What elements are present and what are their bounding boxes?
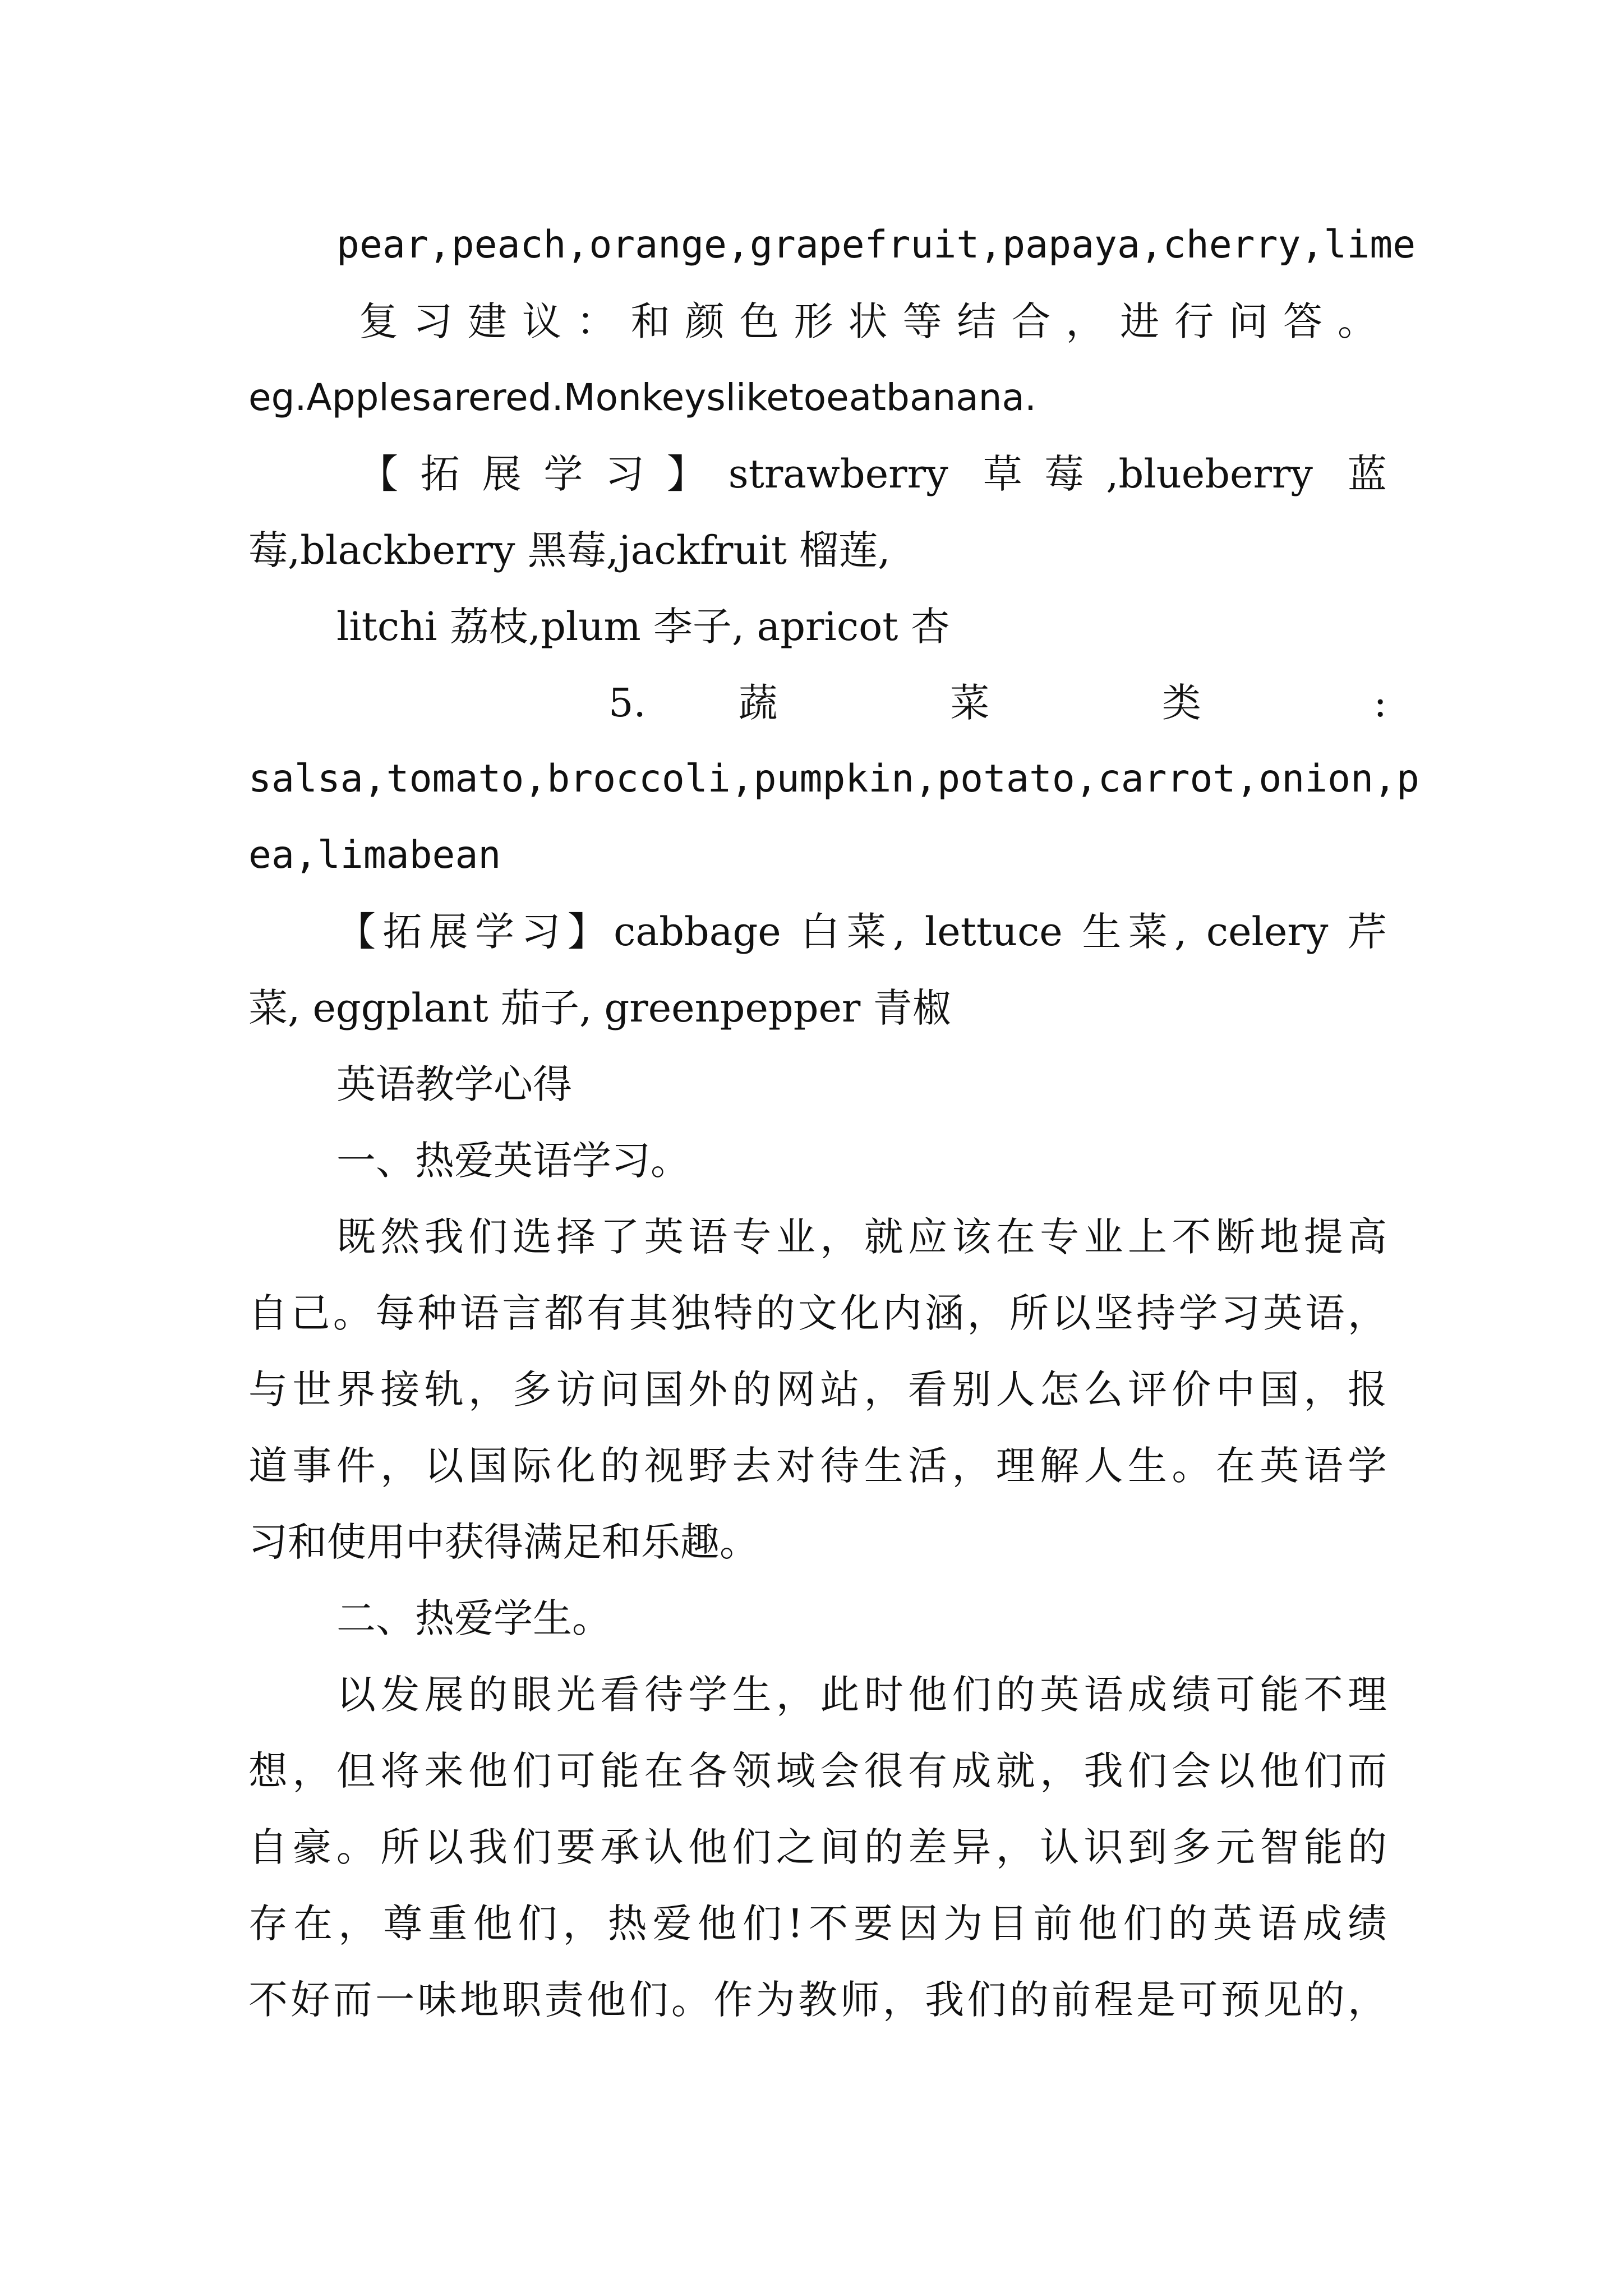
paragraph-2-line-2: 想，但将来他们可能在各领域会很有成就，我们会以他们而 <box>248 1748 1387 1794</box>
extended-learning-fruit-line-1: 【拓展学习】strawberry 草莓,blueberry 蓝 <box>359 451 1387 497</box>
section-title: 英语教学心得 <box>336 1061 572 1107</box>
heading-2: 二、热爱学生。 <box>336 1595 611 1641</box>
paragraph-1-line-1: 既然我们选择了英语专业，就应该在专业上不断地提高 <box>336 1214 1387 1260</box>
paragraph-1-line-3: 与世界接轨，多访问国外的网站，看别人怎么评价中国，报 <box>248 1366 1387 1412</box>
paragraph-2-line-1: 以发展的眼光看待学生，此时他们的英语成绩可能不理 <box>336 1672 1387 1718</box>
extended-learning-vegetable-line-2: 菜, eggplant 茄子, greenpepper 青椒 <box>248 985 952 1031</box>
review-suggestion-line: 复习建议：和颜色形状等结合，进行问答。 <box>359 298 1387 344</box>
extended-learning-fruit-line-3: litchi 荔枝,plum 李子, apricot 杏 <box>336 604 950 650</box>
heading-1: 一、热爱英语学习。 <box>336 1138 690 1184</box>
extended-learning-fruit-line-2: 莓,blackberry 黑莓,jackfruit 榴莲, <box>248 527 891 573</box>
paragraph-1-line-4: 道事件，以国际化的视野去对待生活，理解人生。在英语学 <box>248 1443 1387 1489</box>
paragraph-1-line-2: 自己。每种语言都有其独特的文化内涵，所以坚持学习英语， <box>248 1290 1387 1336</box>
fruit-list-line: pear,peach,orange,grapefruit,papaya,cherry,lime <box>336 223 1416 267</box>
vegetable-list-line-1: salsa,tomato,broccoli,pumpkin,potato,carrot,onion,p <box>248 757 1419 801</box>
paragraph-2-line-3: 自豪。所以我们要承认他们之间的差异，认识到多元智能的 <box>248 1824 1387 1870</box>
extended-learning-vegetable-line-1: 【拓展学习】cabbage 白菜, lettuce 生菜, celery 芹 <box>336 909 1387 955</box>
paragraph-1-line-5: 习和使用中获得满足和乐趣。 <box>248 1519 759 1565</box>
vegetable-list-line-2: ea,limabean <box>248 833 501 877</box>
example-sentence-line: eg.Applesarered.Monkeysliketoeatbanana. <box>248 376 1036 419</box>
vegetable-heading-line: 5. 蔬 菜 类 : <box>608 680 1387 726</box>
paragraph-2-line-5: 不好而一味地职责他们。作为教师，我们的前程是可预见的， <box>248 1977 1387 2023</box>
paragraph-2-line-4: 存在，尊重他们，热爱他们!不要因为目前他们的英语成绩 <box>248 1901 1387 1947</box>
